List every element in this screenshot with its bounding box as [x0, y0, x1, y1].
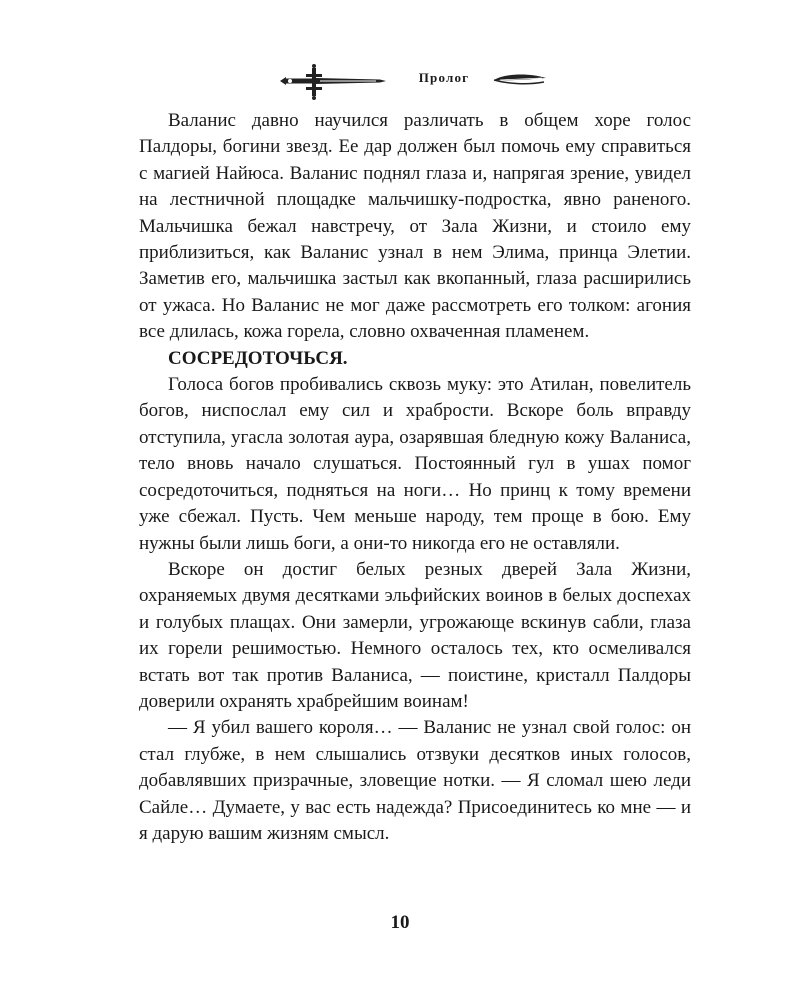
emphasis-heading: СОСРЕДОТОЧЬСЯ. [168, 347, 348, 369]
paragraph: Голоса богов пробивались сквозь муку: это Атилан, повелитель богов, ниспослал ему сил и храбрости. Вскоре боль вправду отступила, угасла золотая аура, озарявшая бледную кожу Валаниса, тело вновь начало слушаться. Постоянный гул в ушах помог сосредоточиться, подняться на ноги… Но принц к тому времени уже сбежал. Пусть. Чем меньше народу, тем проще в бою. Ему нужны были лишь боги, а они-то никогда его не оставляли. [139, 374, 691, 554]
feather-icon [492, 70, 548, 90]
paragraph: Валанис давно научился различать в общем хоре голос Палдоры, богини звезд. Ее дар должен был помочь ему справиться с магией Найюса. Валанис поднял глаза и, напрягая зрение, увидел на лестничной площадке мальчишку-подростка, явно раненого. Мальчишка бежал навстречу, от Зала Жизни, и стоило ему приблизиться, как Валанис узнал в нем Элима, принца Элетии. Заметив его, мальчишка застыл как вкопанный, глаза расширились от ужаса. Но Валанис не мог даже рассмотреть его толком: агония все длилась, кожа горела, словно охваченная пламенем. [139, 110, 691, 343]
running-header [276, 62, 548, 102]
sword-icon [276, 62, 388, 102]
paragraph: — Я убил вашего короля… — Валанис не узнал свой голос: он стал глубже, в нем слышались отзвуки десятков иных голосов, добавлявших призрачные, зловещие нотки. — Я сломал шею леди Сайле… Думаете, у вас есть надежда? Присоединитесь ко мне — и я дарую вашим жизням смысл. [139, 717, 691, 844]
paragraph: Вскоре он достиг белых резных дверей Зала Жизни, охраняемых двумя десятками эльфийских воинов в белых доспехах и голубых плащах. Они замерли, угрожающе вскинув сабли, глаза их горели решимостью. Немного осталось тех, кто осмеливался встать вот так против Валаниса, — поистине, кристалл Палдоры доверили охранять храбрейшим воинам! [139, 558, 691, 712]
body-text [139, 108, 691, 847]
page-number: 10 [390, 912, 410, 933]
running-title: Пролог [418, 70, 470, 85]
